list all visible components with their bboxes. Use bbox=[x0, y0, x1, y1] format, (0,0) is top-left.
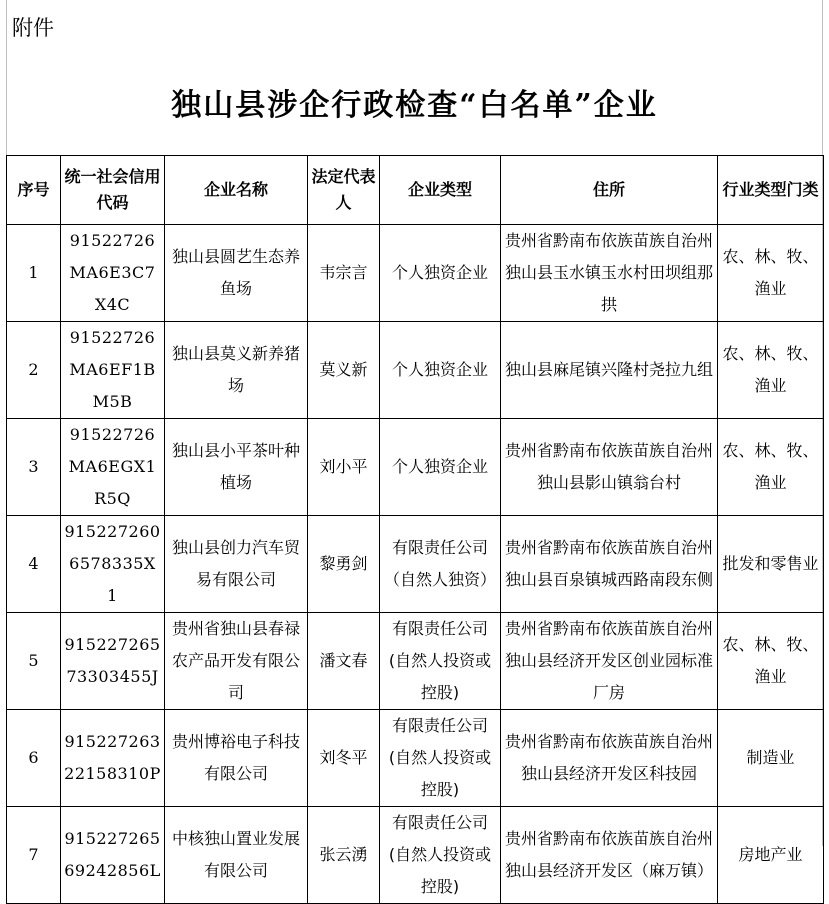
cell-address: 贵州省黔南布依族苗族自治州独山县百泉镇城西路南段东侧 bbox=[501, 516, 718, 613]
table-header-row bbox=[7, 156, 824, 225]
cell-rep: 莫义新 bbox=[308, 322, 380, 419]
cell-industry: 房地产业 bbox=[718, 807, 824, 904]
table-row bbox=[7, 807, 824, 904]
cell-address: 贵州省黔南布依族苗族自治州独山县经济开发区创业园标准厂房 bbox=[501, 613, 718, 710]
cell-code: 9152272606578335X1 bbox=[61, 516, 165, 613]
table-row bbox=[7, 419, 824, 516]
cell-rep: 黎勇剑 bbox=[308, 516, 380, 613]
cell-name: 独山县小平茶叶种植场 bbox=[165, 419, 308, 516]
cell-rep: 韦宗言 bbox=[308, 225, 380, 322]
cell-no: 7 bbox=[7, 807, 61, 904]
cell-address: 贵州省黔南布依族苗族自治州独山县经济开发区科技园 bbox=[501, 710, 718, 807]
cell-code: 91522726MA6E3C7X4C bbox=[61, 225, 165, 322]
cell-no: 4 bbox=[7, 516, 61, 613]
header-type: 企业类型 bbox=[380, 156, 501, 225]
table-row bbox=[7, 322, 824, 419]
header-address: 住所 bbox=[501, 156, 718, 225]
cell-name: 中核独山置业发展有限公司 bbox=[165, 807, 308, 904]
cell-industry: 农、林、牧、渔业 bbox=[718, 225, 824, 322]
cell-code: 91522726MA6EF1BM5B bbox=[61, 322, 165, 419]
cell-type: 个人独资企业 bbox=[380, 419, 501, 516]
cell-name: 独山县创力汽车贸易有限公司 bbox=[165, 516, 308, 613]
cell-name: 贵州博裕电子科技有限公司 bbox=[165, 710, 308, 807]
cell-no: 6 bbox=[7, 710, 61, 807]
document-title: 独山县涉企行政检查“白名单”企业 bbox=[171, 88, 658, 123]
cell-address: 贵州省黔南布依族苗族自治州独山县影山镇翁台村 bbox=[501, 419, 718, 516]
cell-name: 独山县圆艺生态养鱼场 bbox=[165, 225, 308, 322]
cell-type: 有限责任公司(自然人投资或控股) bbox=[380, 710, 501, 807]
header-rep: 法定代表人 bbox=[308, 156, 380, 225]
cell-industry: 农、林、牧、渔业 bbox=[718, 419, 824, 516]
cell-industry: 农、林、牧、渔业 bbox=[718, 322, 824, 419]
cell-type: 有限责任公司(自然人投资或控股) bbox=[380, 613, 501, 710]
cell-type: 个人独资企业 bbox=[380, 225, 501, 322]
cell-name: 独山县莫义新养猪场 bbox=[165, 322, 308, 419]
cell-no: 5 bbox=[7, 613, 61, 710]
cell-industry: 农、林、牧、渔业 bbox=[718, 613, 824, 710]
table-row bbox=[7, 225, 824, 322]
cell-rep: 潘文春 bbox=[308, 613, 380, 710]
cell-type: 有限责任公司(自然人投资或控股) bbox=[380, 807, 501, 904]
cell-industry: 制造业 bbox=[718, 710, 824, 807]
cell-type: 个人独资企业 bbox=[380, 322, 501, 419]
header-name: 企业名称 bbox=[165, 156, 308, 225]
enterprise-table bbox=[6, 155, 824, 904]
cell-no: 2 bbox=[7, 322, 61, 419]
cell-no: 3 bbox=[7, 419, 61, 516]
cell-name: 贵州省独山县春禄农产品开发有限公司 bbox=[165, 613, 308, 710]
cell-rep: 刘小平 bbox=[308, 419, 380, 516]
cell-address: 贵州省黔南布依族苗族自治州独山县经济开发区（麻万镇） bbox=[501, 807, 718, 904]
table-row bbox=[7, 516, 824, 613]
cell-type: 有限责任公司（自然人独资） bbox=[380, 516, 501, 613]
cell-code: 91522726569242856L bbox=[61, 807, 165, 904]
cell-code: 91522726573303455J bbox=[61, 613, 165, 710]
cell-rep: 刘冬平 bbox=[308, 710, 380, 807]
header-code: 统一社会信用代码 bbox=[61, 156, 165, 225]
header-no: 序号 bbox=[7, 156, 61, 225]
cell-no: 1 bbox=[7, 225, 61, 322]
table-row bbox=[7, 613, 824, 710]
cell-code: 91522726MA6EGX1R5Q bbox=[61, 419, 165, 516]
cell-address: 贵州省黔南布依族苗族自治州独山县玉水镇玉水村田坝组那拱 bbox=[501, 225, 718, 322]
cell-industry: 批发和零售业 bbox=[718, 516, 824, 613]
header-industry: 行业类型门类 bbox=[718, 156, 824, 225]
cell-rep: 张云湧 bbox=[308, 807, 380, 904]
table-row bbox=[7, 710, 824, 807]
attachment-label: 附件 bbox=[12, 16, 54, 40]
cell-address: 独山县麻尾镇兴隆村尧拉九组 bbox=[501, 322, 718, 419]
cell-code: 91522726322158310P bbox=[61, 710, 165, 807]
